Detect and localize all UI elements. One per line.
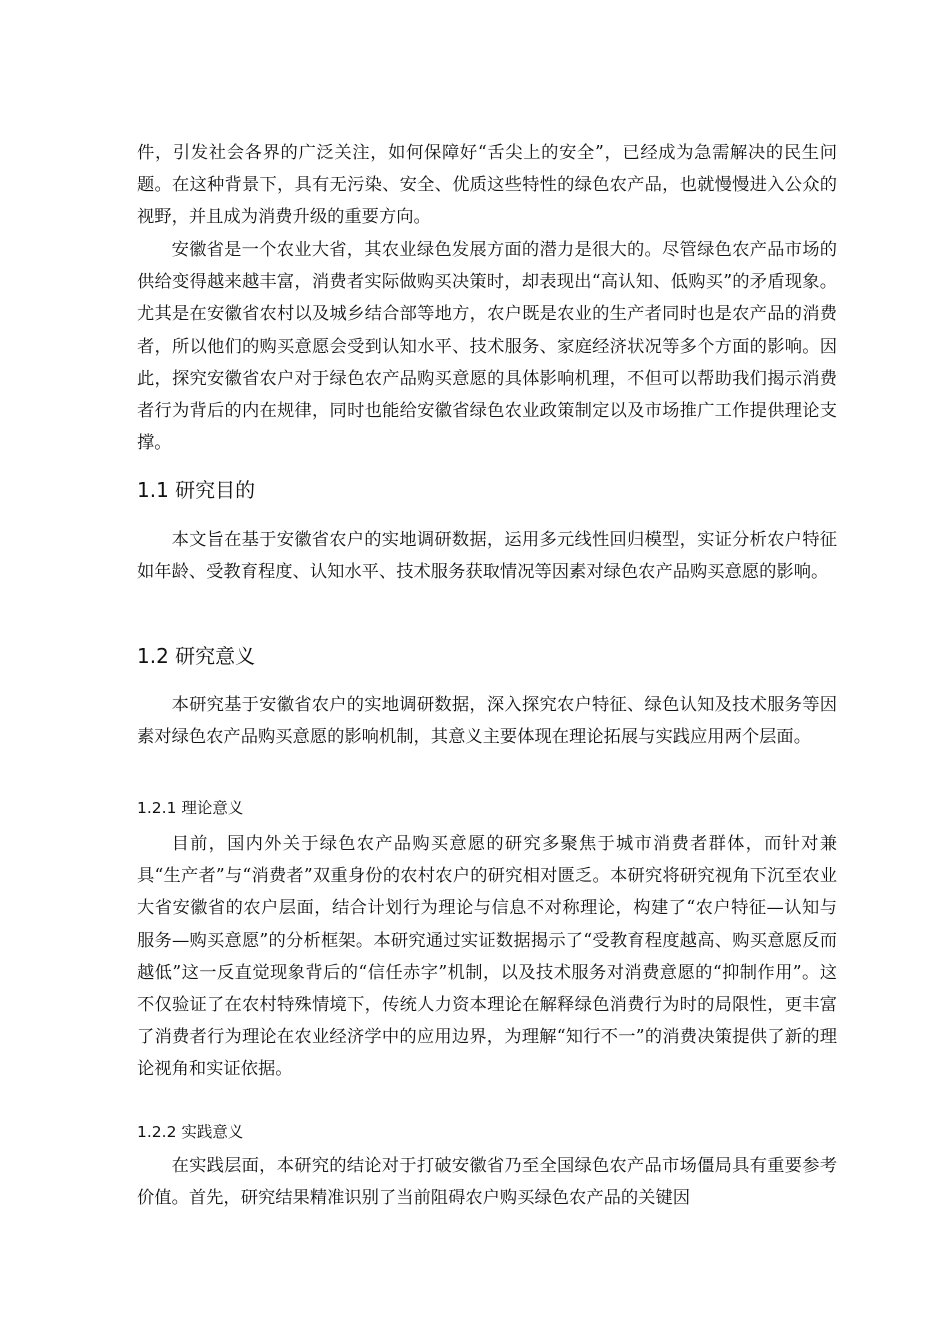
paragraph-intro-continued: 件，引发社会各界的广泛关注，如何保障好“舌尖上的安全”，已经成为急需解决的民生问题。在这种背景下，具有无污染、安全、优质这些特性的绿色农产品，也就慢慢进入公众的视野，并且成为消费升级的重要方向。 [137,143,837,228]
paragraph-research-purpose: 本文旨在基于安徽省农户的实地调研数据，运用多元线性回归模型，实证分析农户特征如年龄、受教育程度、认知水平、技术服务获取情况等因素对绿色农产品购买意愿的影响。 [137,530,837,583]
paragraph-theoretical-significance: 目前，国内外关于绿色农产品购买意愿的研究多聚焦于城市消费者群体，而针对兼具“生产者”与“消费者”双重身份的农村农户的研究相对匮乏。本研究将研究视角下沉至农业大省安徽省的农户层面，结合计划行为理论与信息不对称理论，构建了“农户特征—认知与服务—购买意愿”的分析框架。本研究通过实证数据揭示了“受教育程度越高、购买意愿反而越低”这一反直觉现象背后的“信任赤字”机制，以及技术服务对消费意愿的“抑制作用”。这不仅验证了在农村特殊情境下，传统人力资本理论在解释绿色消费行为时的局限性，更丰富了消费者行为理论在农业经济学中的应用边界，为理解“知行不一”的消费决策提供了新的理论视角和实证依据。 [137,834,837,1080]
heading-1-1: 1.1 研究目的 [137,478,256,502]
paragraph-research-significance: 本研究基于安徽省农户的实地调研数据，深入探究农户特征、绿色认知及技术服务等因素对绿色农产品购买意愿的影响机制，其意义主要体现在理论拓展与实践应用两个层面。 [137,695,837,748]
heading-1-2-2: 1.2.2 实践意义 [137,1123,244,1141]
heading-1-2: 1.2 研究意义 [137,644,256,668]
paragraph-anhui-background: 安徽省是一个农业大省，其农业绿色发展方面的潜力是很大的。尽管绿色农产品市场的供给变得越来越丰富，消费者实际做购买决策时，却表现出“高认知、低购买”的矛盾现象。尤其是在安徽省农村以及城乡结合部等地方，农户既是农业的生产者同时也是农产品的消费者，所以他们的购买意愿会受到认知水平、技术服务、家庭经济状况等多个方面的影响。因此，探究安徽省农户对于绿色农产品购买意愿的具体影响机理，不但可以帮助我们揭示消费者行为背后的内在规律，同时也能给安徽省绿色农业政策制定以及市场推广工作提供理论支撑。 [137,240,837,454]
heading-1-2-1: 1.2.1 理论意义 [137,799,244,817]
paragraph-practical-significance: 在实践层面，本研究的结论对于打破安徽省乃至全国绿色农产品市场僵局具有重要参考价值。首先，研究结果精准识别了当前阻碍农户购买绿色农产品的关键因 [137,1156,837,1209]
